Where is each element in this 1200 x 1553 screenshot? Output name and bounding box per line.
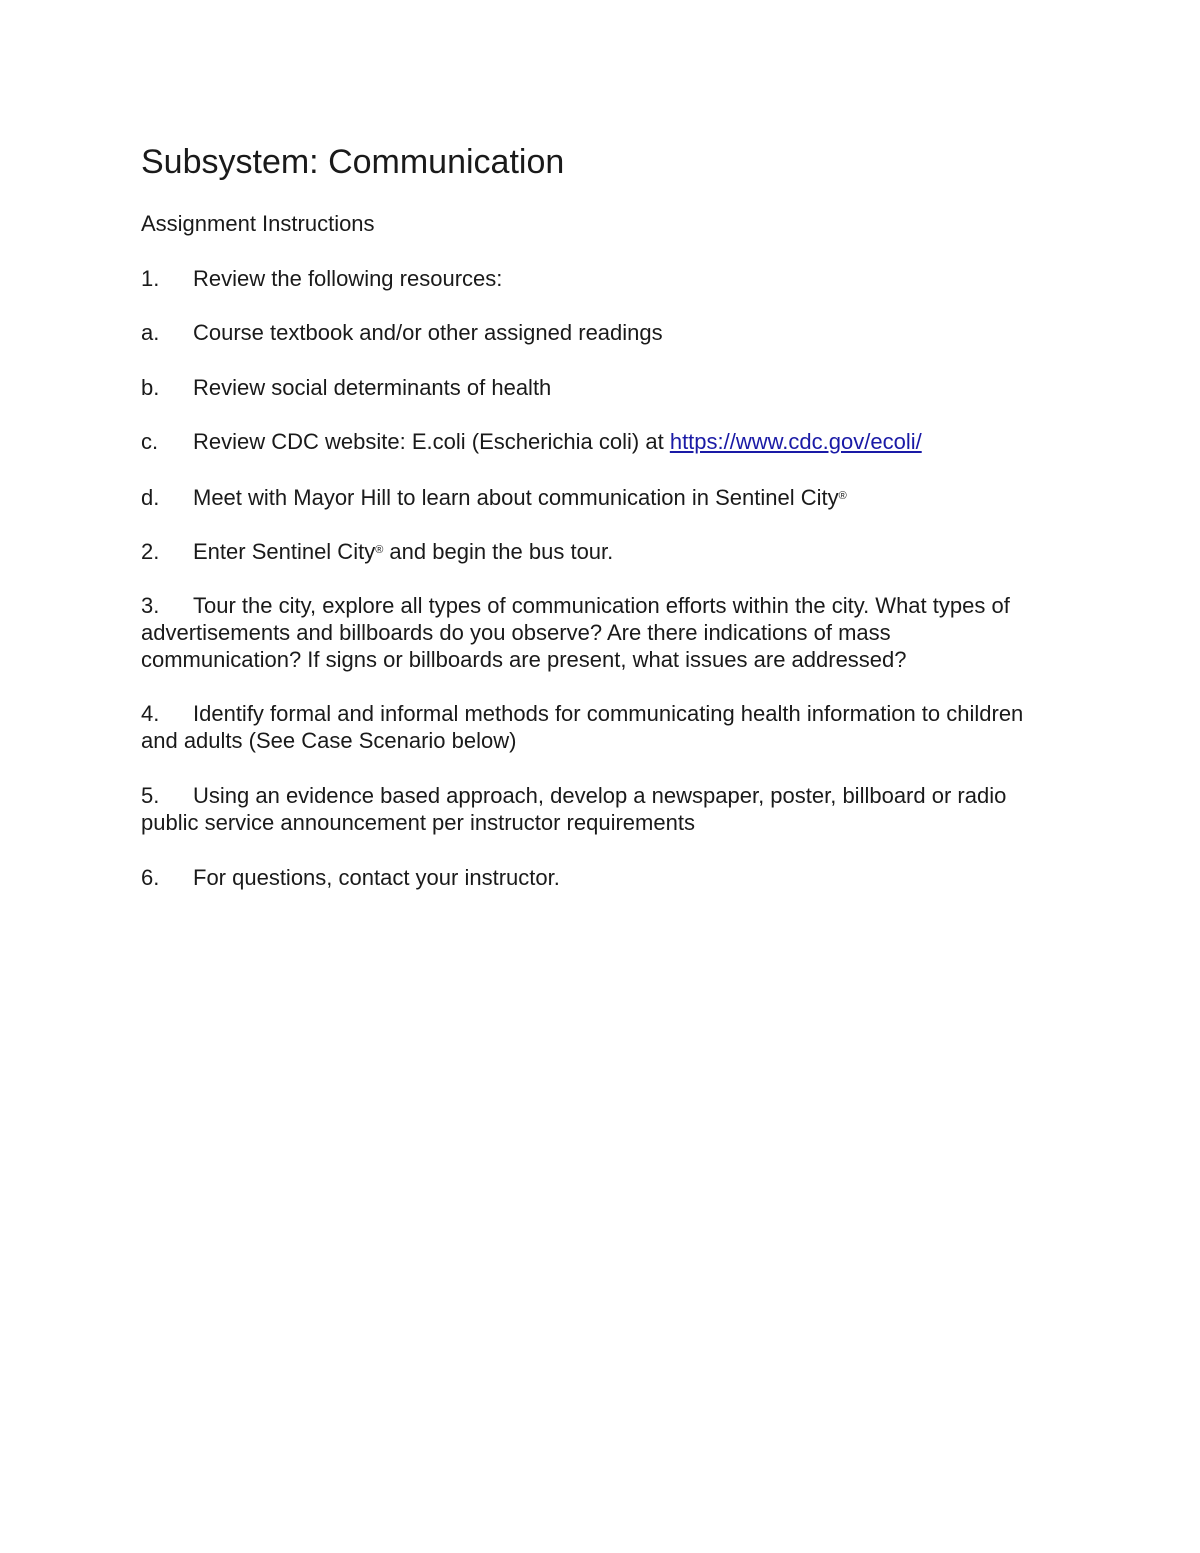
list-marker: 1. <box>141 266 160 291</box>
registered-mark: ® <box>838 490 847 502</box>
list-item <box>141 428 1051 455</box>
document-subtitle: Assignment Instructions <box>141 211 375 236</box>
list-item-text: Identify formal and informal methods for communicating health information to children and adults (See Case Scenario below) <box>141 701 1024 753</box>
list-item-text: Tour the city, explore all types of communication efforts within the city. What types of advertisements and billboards do you observe? Are there indications of mass communication? If signs or billboards are present, what issues are addressed? <box>141 593 1010 672</box>
list-item <box>141 864 1051 891</box>
list-marker: c. <box>141 429 159 454</box>
list-marker: b. <box>141 375 160 400</box>
cdc-ecoli-link[interactable]: https://www.cdc.gov/ecoli/ <box>669 429 922 454</box>
list-item-text: Meet with Mayor Hill to learn about communication in Sentinel City <box>193 485 839 510</box>
registered-mark: ® <box>375 544 384 556</box>
list-marker: 4. <box>141 701 160 726</box>
list-marker: 3. <box>141 593 160 618</box>
list-item-text: Course textbook and/or other assigned readings <box>193 320 663 345</box>
list-marker: 5. <box>141 783 160 808</box>
list-marker: 6. <box>141 865 160 890</box>
list-item <box>141 483 1051 511</box>
list-item-text: Review CDC website: E.coli (Escherichia coli) at <box>193 429 670 454</box>
list-item <box>141 537 1051 565</box>
list-item-text: For questions, contact your instructor. <box>193 865 560 890</box>
list-item-text: Review social determinants of health <box>193 375 552 400</box>
list-item-text-continued: and begin the bus tour. <box>383 539 614 564</box>
document-title: Subsystem: Communication <box>141 143 565 181</box>
list-marker: d. <box>141 485 160 510</box>
list-item <box>141 374 1051 401</box>
list-marker: a. <box>141 320 160 345</box>
list-item <box>141 265 1051 292</box>
list-item <box>141 700 1051 754</box>
list-item <box>141 592 1051 673</box>
list-item-text: Using an evidence based approach, develop a newspaper, poster, billboard or radio public service announcement per instructor requirements <box>141 783 1007 835</box>
list-item-text: Enter Sentinel City <box>193 539 376 564</box>
list-marker: 2. <box>141 539 160 564</box>
list-item <box>141 782 1051 836</box>
list-item <box>141 319 1051 346</box>
list-item-text: Review the following resources: <box>193 266 503 291</box>
